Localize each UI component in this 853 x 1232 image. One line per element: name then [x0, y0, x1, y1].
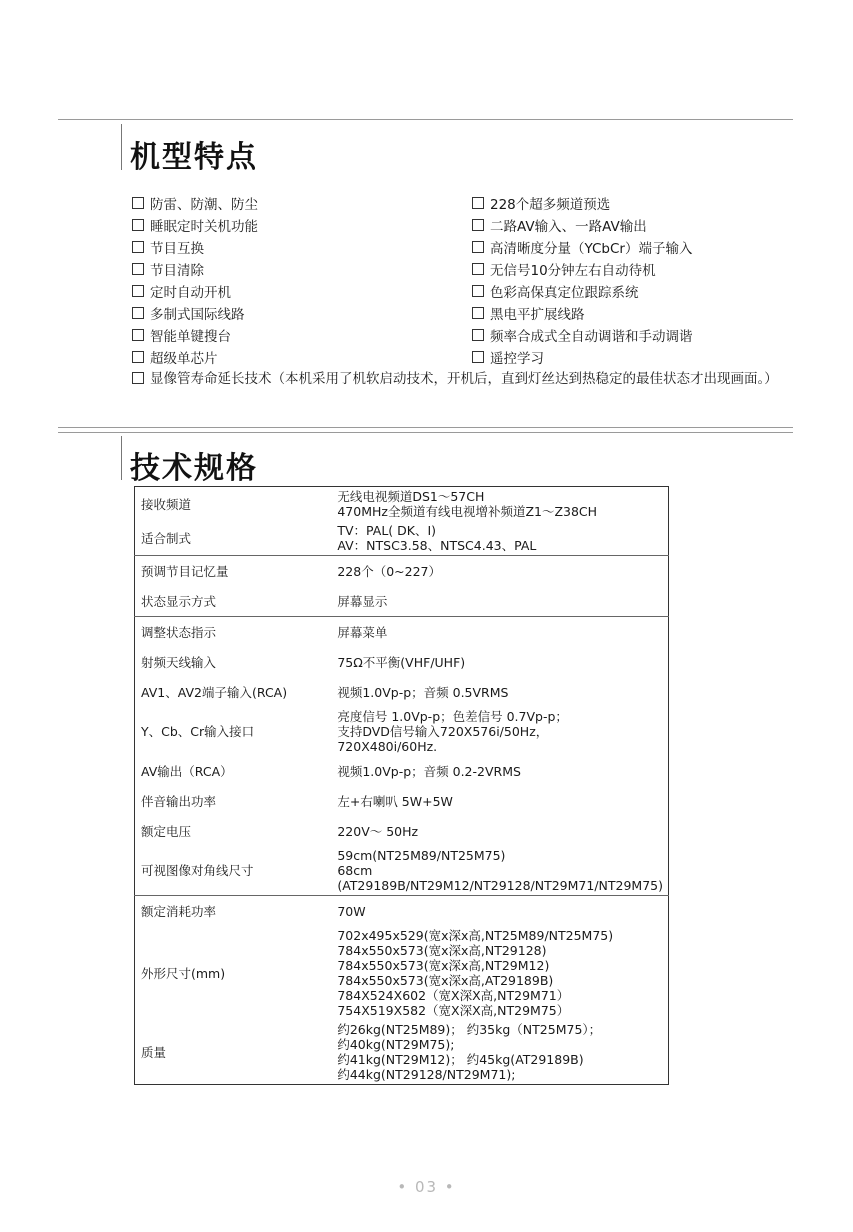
spec-row: [135, 677, 669, 707]
spec-row: [135, 647, 669, 677]
feature-label: 高清晰度分量（YCbCr）端子输入: [490, 240, 693, 257]
checkbox-icon: [472, 329, 484, 341]
spec-label: 额定消耗功率: [135, 896, 332, 927]
feature-item: [132, 193, 472, 212]
feature-item: [472, 347, 792, 366]
checkbox-icon: [132, 263, 144, 275]
spec-value: [331, 647, 668, 677]
feature-item: [472, 281, 792, 300]
spec-value-line: 470MHz全频道有线电视增补频道Z1～Z38CH: [337, 504, 598, 519]
spec-value-line: 无线电视频道DS1～57CH: [337, 489, 485, 504]
feature-label: 防雷、防潮、防尘: [150, 196, 258, 213]
checkbox-icon: [132, 241, 144, 253]
spec-value: [331, 816, 668, 846]
feature-item: [132, 325, 472, 344]
spec-value: [331, 521, 668, 556]
feature-label: 无信号10分钟左右自动待机: [490, 262, 656, 279]
feature-item: [472, 325, 792, 344]
checkbox-icon: [132, 197, 144, 209]
features-grid: [132, 193, 792, 366]
checkbox-icon: [472, 263, 484, 275]
section-rule-2: [58, 432, 793, 433]
feature-label: 定时自动开机: [150, 284, 231, 301]
spec-label: 外形尺寸(mm): [141, 965, 226, 981]
spec-label: 质量: [141, 1044, 167, 1060]
feature-item: [132, 237, 472, 256]
checkbox-icon: [132, 285, 144, 297]
spec-value: [331, 677, 668, 707]
spec-row: [135, 756, 669, 786]
spec-row: [135, 1020, 669, 1085]
feature-item: [472, 215, 792, 234]
spec-value-line: 702x495x529(宽x深x高,NT25M89/NT25M75): [337, 928, 614, 943]
spec-value-line: 亮度信号 1.0Vp-p；色差信号 0.7Vp-p；: [337, 709, 568, 724]
spec-value-line: 75Ω不平衡(VHF/UHF): [337, 654, 466, 670]
spec-row: [135, 926, 669, 1020]
spec-value: [331, 586, 668, 617]
spec-label: 射频天线输入: [141, 654, 217, 670]
spec-value-line: 220V～ 50Hz: [337, 823, 419, 839]
title-accent-bar: [121, 436, 122, 480]
feature-label: 超级单芯片: [150, 350, 218, 367]
title-accent-bar: [121, 124, 122, 170]
features-title: 机型特点: [130, 140, 258, 175]
feature-label: 黑电平扩展线路: [490, 306, 585, 323]
checkbox-icon: [132, 307, 144, 319]
spec-label: 预调节目记忆量: [135, 556, 332, 587]
feature-label: 显像管寿命延长技术（本机采用了机软启动技术，开机后，直到灯丝达到热稳定的最佳状态才出现画面。）: [150, 371, 778, 387]
spec-value-line: 70W: [337, 903, 366, 919]
checkbox-icon: [472, 351, 484, 363]
spec-value: [331, 896, 668, 927]
spec-value-line: 784x550x573(宽x深x高,NT29128): [337, 943, 547, 958]
spec-value: [331, 786, 668, 816]
spec-value-line: 视频1.0Vp-p；音频 0.2-2VRMS: [337, 763, 521, 779]
checkbox-icon: [472, 307, 484, 319]
spec-value-line: AV：NTSC3.58、NTSC4.43、PAL: [337, 538, 537, 553]
feature-label: 节目清除: [150, 262, 204, 279]
spec-value-line: 784X524X602（宽X深X高,NT29M71）: [337, 988, 570, 1003]
spec-label: AV1、AV2端子输入(RCA): [141, 684, 288, 700]
spec-value: [331, 617, 668, 648]
spec-value-line: 约26kg(NT25M89)； 约35kg（NT25M75）；: [337, 1022, 602, 1037]
spec-label: 额定电压: [141, 823, 192, 839]
checkbox-icon: [132, 219, 144, 231]
feature-item: [132, 303, 472, 322]
spec-row: [135, 556, 669, 587]
feature-item-wide: [132, 369, 792, 390]
spec-value-line: 约41kg(NT29M12)； 约45kg(AT29189B): [337, 1052, 584, 1067]
spec-value-line: TV：PAL( DK、I): [337, 523, 437, 538]
spec-row: [135, 521, 669, 556]
spec-value-line: 784x550x573(宽x深x高,AT29189B): [337, 973, 554, 988]
spec-value: [331, 926, 668, 1020]
checkbox-icon: [472, 241, 484, 253]
spec-value-line: 屏幕菜单: [337, 624, 388, 640]
spec-value-line: 68cm: [337, 863, 373, 878]
feature-item: [472, 193, 792, 212]
feature-label: 二路AV输入、一路AV输出: [490, 218, 647, 235]
spec-label: 伴音输出功率: [141, 793, 217, 809]
checkbox-icon: [132, 351, 144, 363]
feature-label: 多制式国际线路: [150, 306, 245, 323]
feature-label: 频率合成式全自动调谐和手动调谐: [490, 328, 693, 345]
spec-value: [331, 846, 668, 896]
spec-value-line: 屏幕显示: [337, 593, 388, 609]
features-list: [132, 193, 792, 390]
spec-row: [135, 846, 669, 896]
spec-row: [135, 586, 669, 617]
checkbox-icon: [132, 329, 144, 341]
spec-value-line: 59cm(NT25M89/NT25M75): [337, 848, 506, 863]
spec-label: Y、Cb、Cr输入接口: [141, 724, 255, 739]
spec-row: [135, 617, 669, 648]
spec-value-line: 720X480i/60Hz.: [337, 739, 438, 754]
spec-label: 状态显示方式: [141, 593, 217, 609]
feature-label: 智能单键搜台: [150, 328, 231, 345]
feature-item: [132, 215, 472, 234]
spec-value-line: 228个（0~227）: [337, 563, 441, 579]
feature-item: [132, 347, 472, 366]
checkbox-icon: [132, 372, 144, 384]
feature-item: [472, 259, 792, 278]
feature-item: [472, 303, 792, 322]
spec-label: 可视图像对角线尺寸: [141, 863, 254, 878]
top-rule: [58, 119, 793, 120]
feature-item: [472, 237, 792, 256]
spec-value: [331, 707, 668, 756]
checkbox-icon: [472, 219, 484, 231]
spec-label: AV输出（RCA）: [141, 763, 233, 779]
spec-value: [331, 1020, 668, 1085]
feature-label: 色彩高保真定位跟踪系统: [490, 284, 639, 301]
specs-title: 技术规格: [130, 451, 258, 486]
spec-row: [135, 816, 669, 846]
spec-value-line: 约44kg(NT29128/NT29M71);: [337, 1067, 516, 1082]
section-rule-1: [58, 427, 793, 428]
feature-label: 节目互换: [150, 240, 204, 257]
spec-row: [135, 707, 669, 756]
spec-value-line: 784x550x573(宽x深x高,NT29M12): [337, 958, 550, 973]
spec-label: 接收频道: [141, 496, 192, 512]
spec-value: [331, 487, 668, 522]
feature-label: 遥控学习: [490, 350, 544, 367]
spec-row: [135, 487, 669, 522]
feature-item: [132, 281, 472, 300]
page-number: • 03 •: [397, 1178, 456, 1196]
spec-value-line: 左+右喇叭 5W+5W: [337, 793, 453, 809]
spec-value-line: 支持DVD信号输入720X576i/50Hz，: [337, 724, 549, 739]
spec-value-line: 约40kg(NT29M75);: [337, 1037, 455, 1052]
spec-label: 调整状态指示: [135, 617, 332, 648]
feature-label: 228个超多频道预选: [490, 196, 611, 213]
feature-item: [132, 259, 472, 278]
specs-table: [134, 486, 669, 1085]
spec-value: [331, 756, 668, 786]
spec-row: [135, 786, 669, 816]
checkbox-icon: [472, 285, 484, 297]
spec-value: [331, 556, 668, 587]
spec-value-line: 视频1.0Vp-p；音频 0.5VRMS: [337, 684, 509, 700]
spec-label: 适合制式: [141, 530, 192, 546]
checkbox-icon: [472, 197, 484, 209]
feature-label: 睡眠定时关机功能: [150, 218, 258, 235]
spec-value-line: (AT29189B/NT29M12/NT29128/NT29M71/NT29M75): [337, 878, 663, 893]
spec-value-line: 754X519X582（宽X深X高,NT29M75）: [337, 1003, 570, 1018]
spec-row: [135, 896, 669, 927]
